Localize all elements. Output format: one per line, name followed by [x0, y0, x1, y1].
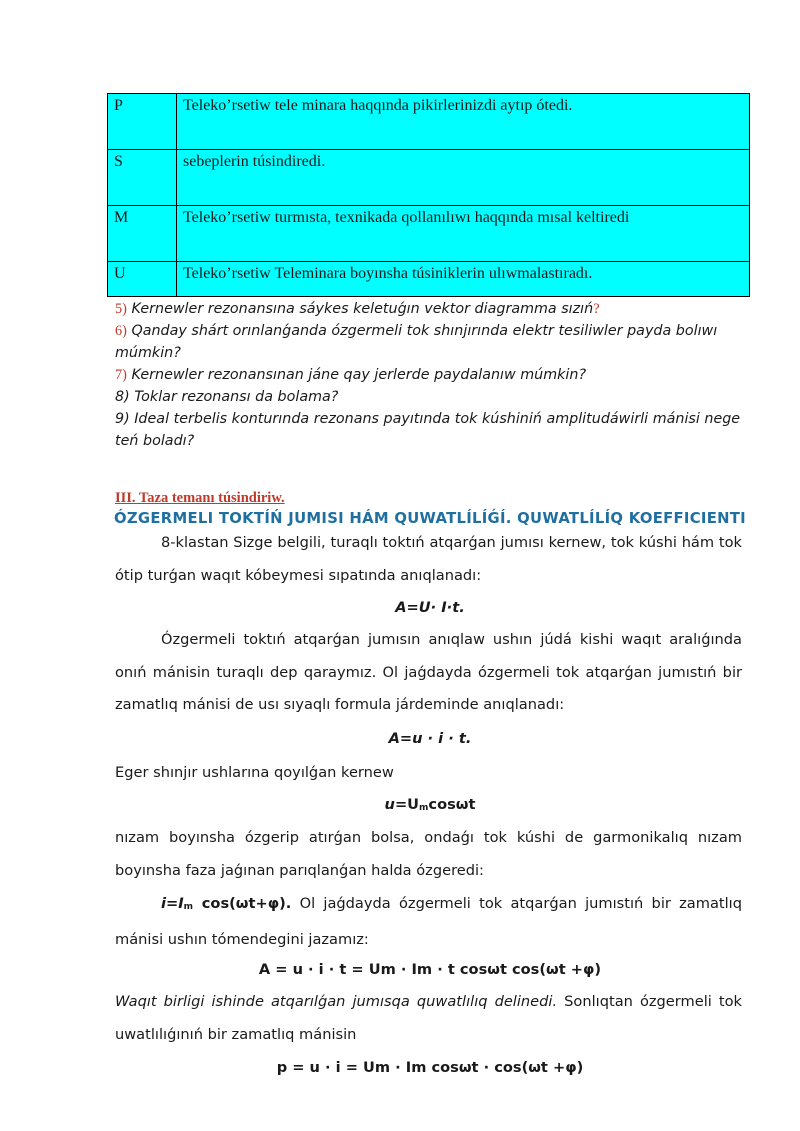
- table-row: [108, 262, 750, 297]
- question-8: 8) Toklar rezonansı da bolama?: [115, 389, 339, 405]
- paragraph-3: Eger shınjır ushlarına qoyılǵan kernew: [115, 764, 394, 781]
- formula-work-product: A = u · i · t = Um · Im · t cosωt cos(ωt +φ): [258, 961, 602, 978]
- topic-title: ÓZGERMELI TOKTÍŃ JUMISI HÁM QUWATLÍLÍǴÍ. QUWATLÍLÍQ KOEFFICIENTI: [114, 510, 746, 527]
- row-letter: M: [108, 206, 177, 262]
- table-row: [108, 150, 750, 206]
- paragraph-5: $i=I_m$ cos(ωt+φ). Ol jaǵdayda ózgermeli tok atqarǵan jumıstıń bir zamatlıq mánisi ushın tómendegini jazamız:: [115, 895, 742, 948]
- row-letter: U: [108, 262, 177, 297]
- row-letter: S: [108, 150, 177, 206]
- table-row: [108, 206, 750, 262]
- formula-power: p = u · i = Um · Im cosωt · cos(ωt +φ): [276, 1059, 584, 1076]
- row-letter: P: [108, 94, 177, 150]
- paragraph-1: 8-klastan Sizge belgili, turaqlı toktıń atqarǵan jumısı kernew, tok kúshi hám tok ótip turǵan waqıt kóbeymesi sıpatında anıqlanadı:: [115, 534, 742, 584]
- table-row: [108, 94, 750, 150]
- question-6: 6) Qanday shárt orınlanǵanda ózgermeli tok shınjırında elektr tesiliwler payda bolıwı múmkin?: [115, 323, 718, 361]
- question-5: 5) Kernewler rezonansına sáykes keletuǵın vektor diagramma sızıń?: [115, 301, 600, 317]
- row-description: Teleko’rsetiw Teleminara boyınsha túsiniklerin ulıwmalastıradı.: [177, 262, 750, 297]
- psmu-table: [107, 93, 750, 297]
- formula-voltage: $u=U_m\cos\omega t$: [384, 796, 476, 813]
- row-description: Teleko’rsetiw turmısta, texnikada qollanılıwı haqqında mısal keltiredi: [177, 206, 750, 262]
- section-heading: III. Taza temanı túsindiriw.: [115, 490, 285, 506]
- paragraph-4: nızam boyınsha ózgerip atırǵan bolsa, ondaǵı tok kúshi de garmonikalıq nızam boyınsha faza jaǵınan parıqlanǵan halda ózgeredi:: [115, 829, 742, 879]
- question-9: 9) Ideal terbelis konturında rezonans payıtında tok kúshiniń amplitudáwirli mánisi nege teń boladı?: [115, 411, 741, 449]
- row-description: Teleko’rsetiw tele minara haqqında pikirlerinizdi aytıp ótedi.: [177, 94, 750, 150]
- formula-work-dc: A=U· I·t.: [395, 599, 465, 616]
- question-7: 7) Kernewler rezonansınan jáne qay jerlerde paydalanıw múmkin?: [115, 367, 587, 383]
- paragraph-2: Ózgermeli toktıń atqarǵan jumısın anıqlaw ushın júdá kishi waqıt aralıǵında onıń mánisin turaqlı dep qaraymız. Ol jaǵdayda ózgermeli tok atqarǵan jumıstıń bir zamatlıq mánisi de usı sıyaqlı formula járdeminde anıqlanadı:: [115, 631, 742, 713]
- paragraph-7: Waqıt birligi ishinde atqarılǵan jumısqa quwatlılıq delinedi. Sonlıqtan ózgermeli tok uwatlılıǵınıń bir zamatlıq mánisin: [115, 993, 742, 1043]
- formula-work-instant: A=u · i · t.: [388, 730, 472, 747]
- row-description: sebeplerin túsindiredi.: [177, 150, 750, 206]
